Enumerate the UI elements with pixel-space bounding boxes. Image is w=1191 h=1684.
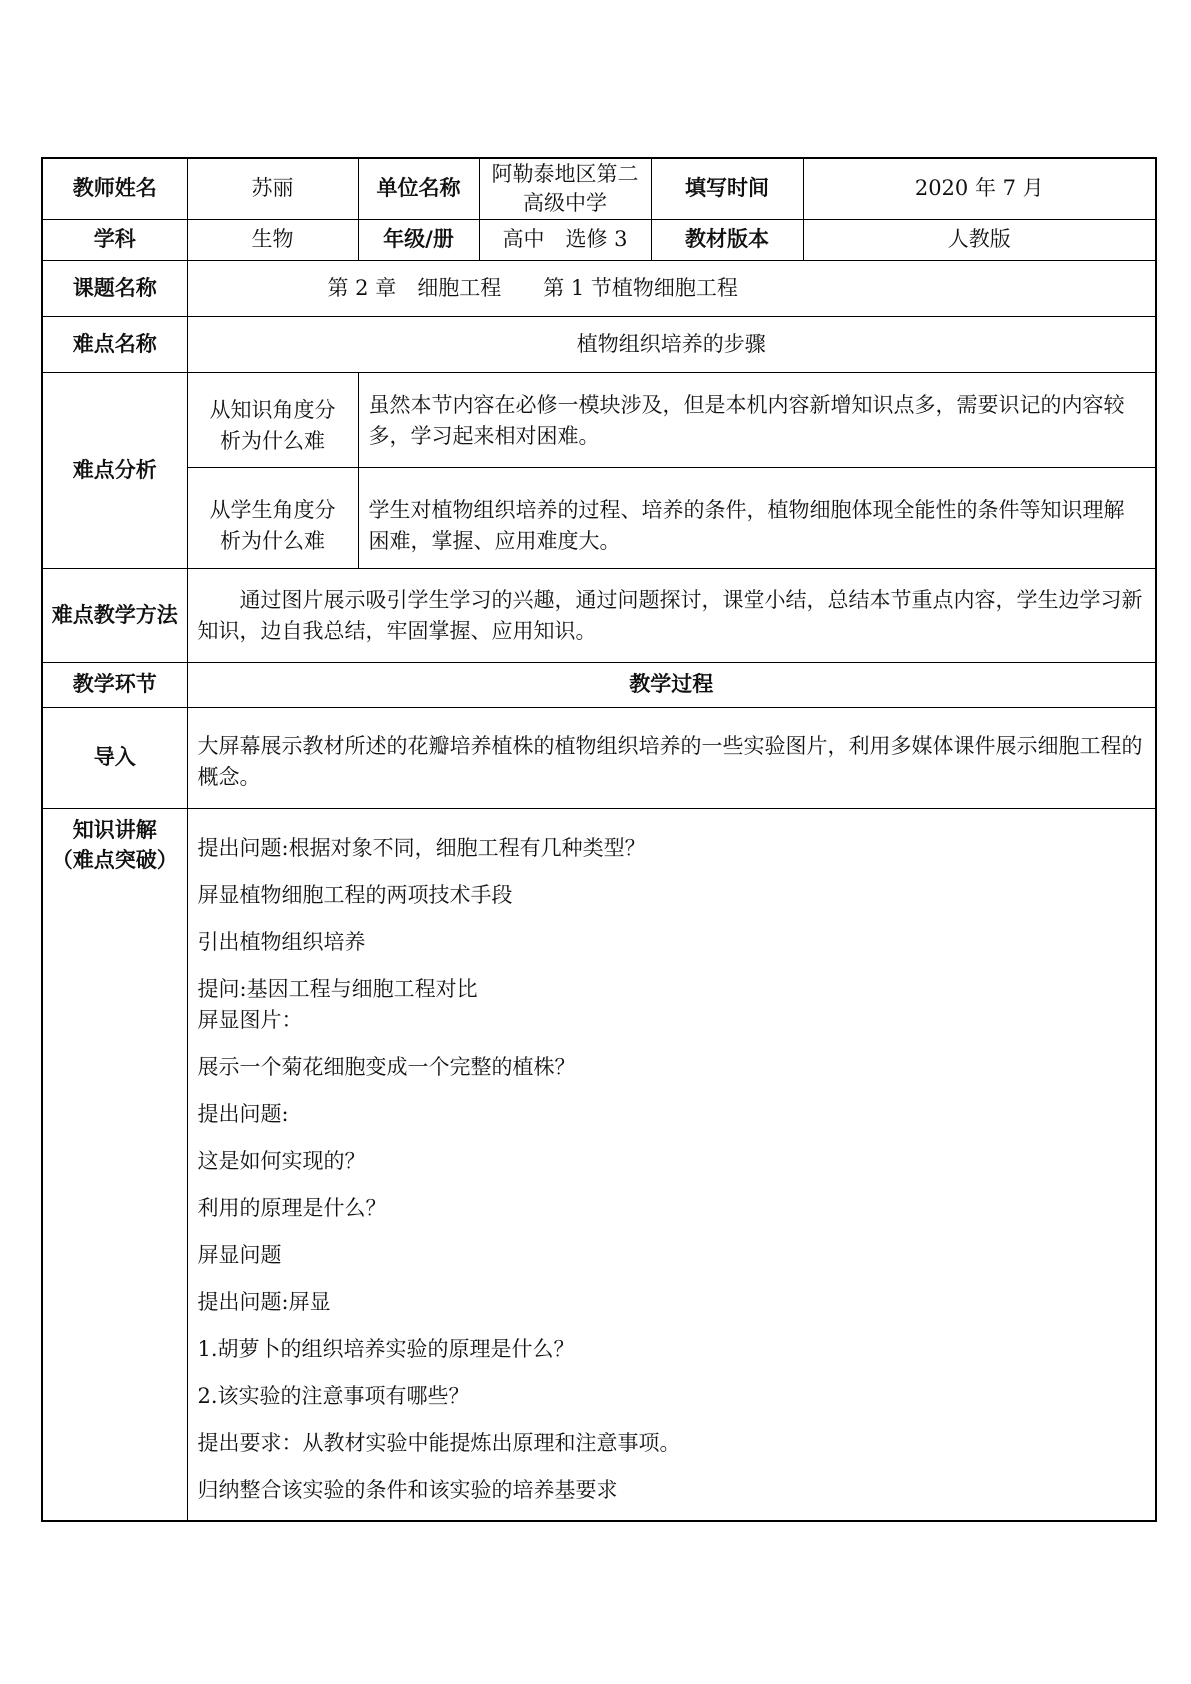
knowledge-line-4: 提问:基因工程与细胞工程对比: [197, 976, 478, 1001]
subject-value: 生物: [187, 219, 358, 260]
student-angle-label: 从学生角度分析为什么难: [187, 467, 358, 568]
knowledge-label-line-1: 知识讲解: [72, 817, 157, 842]
process-header-row: [42, 662, 1156, 707]
knowledge-line-11: 提出问题:屏显: [197, 1289, 331, 1314]
difficulty-row: [42, 316, 1156, 372]
topic-label: 课题名称: [42, 260, 187, 316]
lesson-plan-page: [41, 157, 1155, 1522]
unit-name-value: 阿勒泰地区第二高级中学: [479, 158, 651, 219]
knowledge-line-1: 提出问题:根据对象不同，细胞工程有几种类型？: [197, 835, 646, 860]
grade-value: 高中 选修 3: [479, 219, 651, 260]
analysis-knowledge-row: [42, 372, 1156, 467]
intro-row: [42, 707, 1156, 808]
knowledge-line-10: 屏显问题: [197, 1242, 282, 1267]
header-row-1: [42, 158, 1156, 219]
knowledge-line-2: 屏显植物细胞工程的两项技术手段: [197, 882, 513, 907]
knowledge-line-5: 屏显图片：: [197, 1007, 303, 1032]
knowledge-line-14: 提出要求：从教材实验中能提炼出原理和注意事项。: [197, 1430, 681, 1455]
teacher-name-value: 苏丽: [187, 158, 358, 219]
fill-date-value: 2020 年 7 月: [803, 158, 1156, 219]
knowledge-line-8: 这是如何实现的？: [197, 1148, 366, 1173]
student-angle-text: 学生对植物组织培养的过程、培养的条件，植物细胞体现全能性的条件等知识理解困难，掌握、应用难度大。: [358, 467, 1156, 568]
edition-label: 教材版本: [651, 219, 803, 260]
knowledge-label: [42, 808, 187, 1521]
knowledge-line-12: 1.胡萝卜的组织培养实验的原理是什么？: [197, 1336, 575, 1361]
knowledge-line-9: 利用的原理是什么？: [197, 1195, 387, 1220]
knowledge-line-3: 引出植物组织培养: [197, 929, 366, 954]
grade-label: 年级/册: [358, 219, 479, 260]
edition-value: 人教版: [803, 219, 1156, 260]
header-row-2: [42, 219, 1156, 260]
knowledge-line-6: 展示一个菊花细胞变成一个完整的植株？: [197, 1054, 576, 1079]
stage-column-label: 教学环节: [42, 662, 187, 707]
knowledge-angle-label: 从知识角度分析为什么难: [187, 372, 358, 467]
teacher-name-label: 教师姓名: [42, 158, 187, 219]
knowledge-line-15: 归纳整合该实验的条件和该实验的培养基要求: [197, 1477, 618, 1502]
intro-label: 导入: [42, 707, 187, 808]
knowledge-content: [187, 808, 1156, 1521]
topic-value: 第 2 章 细胞工程 第 1 节植物细胞工程: [187, 260, 1156, 316]
knowledge-line-7: 提出问题:: [197, 1101, 289, 1126]
knowledge-line-13: 2.该实验的注意事项有哪些？: [197, 1383, 470, 1408]
topic-row: [42, 260, 1156, 316]
subject-label: 学科: [42, 219, 187, 260]
unit-name-label: 单位名称: [358, 158, 479, 219]
analysis-student-row: [42, 467, 1156, 568]
difficulty-value: 植物组织培养的步骤: [187, 316, 1156, 372]
difficulty-label: 难点名称: [42, 316, 187, 372]
knowledge-row: [42, 808, 1156, 1521]
knowledge-angle-text: 虽然本节内容在必修一模块涉及，但是本机内容新增知识点多，需要识记的内容较多，学习起来相对困难。: [358, 372, 1156, 467]
fill-date-label: 填写时间: [651, 158, 803, 219]
process-column-label: 教学过程: [187, 662, 1156, 707]
method-label: 难点教学方法: [42, 568, 187, 662]
intro-text: 大屏幕展示教材所述的花瓣培养植株的植物组织培养的一些实验图片，利用多媒体课件展示细胞工程的概念。: [187, 707, 1156, 808]
analysis-label: 难点分析: [42, 372, 187, 568]
knowledge-label-line-2: （难点突破）: [51, 847, 178, 872]
lesson-plan-table: [41, 157, 1157, 1522]
method-row: [42, 568, 1156, 662]
method-text: 通过图片展示吸引学生学习的兴趣，通过问题探讨，课堂小结，总结本节重点内容，学生边学习新知识，边自我总结，牢固掌握、应用知识。: [187, 568, 1156, 662]
